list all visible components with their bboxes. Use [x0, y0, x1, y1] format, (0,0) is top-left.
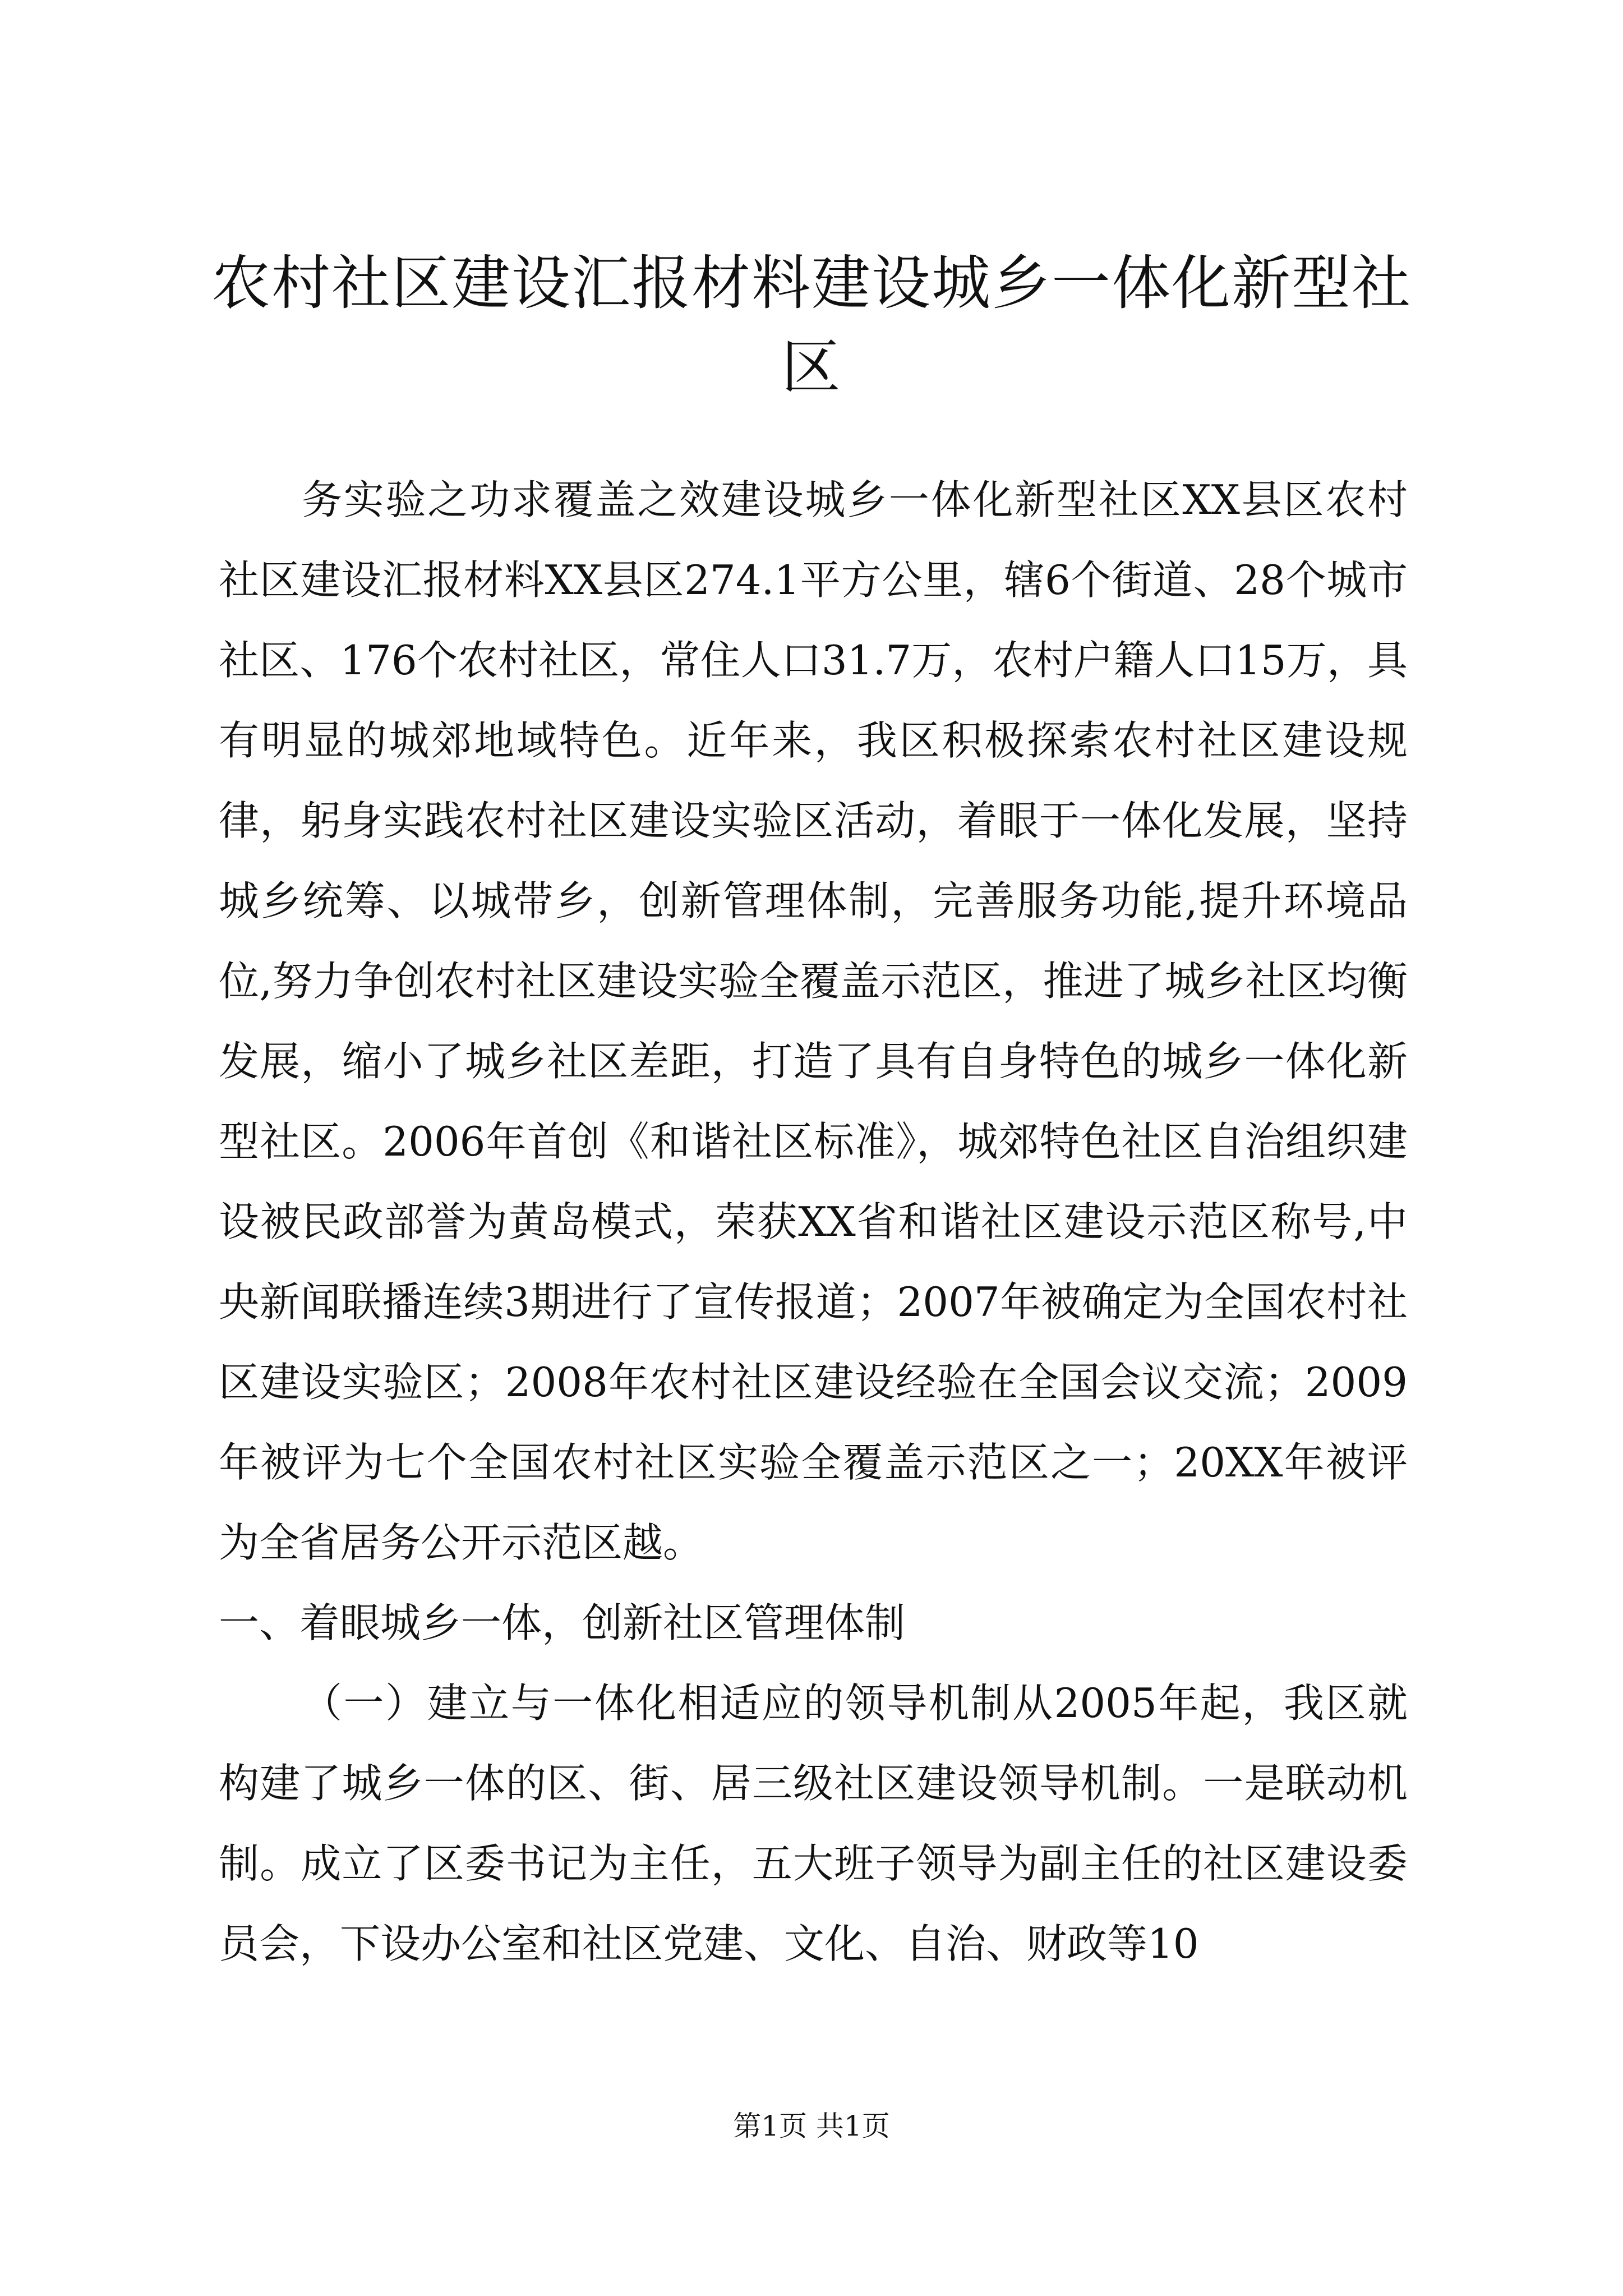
document-body [219, 460, 1408, 1984]
document-title: 农村社区建设汇报材料建设城乡一体化新型社区 [211, 249, 1412, 402]
paragraph-intro: 务实验之功求覆盖之效建设城乡一体化新型社区XX县区农村社区建设汇报材料XX县区274.1平方公里，辖6个街道、28个城市社区、176个农村社区，常住人口31.7万，农村户籍人口15万，具有明显的城郊地域特色。近年来，我区积极探索农村社区建设规律，躬身实践农村社区建设实验区活动，着眼于一体化发展，坚持城乡统筹、以城带乡，创新管理体制，完善服务功能,提升环境品位,努力争创农村社区建设实验全覆盖示范区，推进了城乡社区均衡发展，缩小了城乡社区差距，打造了具有自身特色的城乡一体化新型社区。2006年首创《和谐社区标准》，城郊特色社区自治组织建设被民政部誉为黄岛模式，荣获XX省和谐社区建设示范区称号,中央新闻联播连续3期进行了宣传报道；2007年被确定为全国农村社区建设实验区；2008年农村社区建设经验在全国会议交流；2009年被评为七个全国农村社区实验全覆盖示范区之一；20XX年被评为全省居务公开示范区越。 [219, 476, 1408, 1566]
paragraph-leadership-mechanism: （一）建立与一体化相适应的领导机制从2005年起，我区就构建了城乡一体的区、街、居三级社区建设领导机制。一是联动机制。成立了区委书记为主任，五大班子领导为副主任的社区建设委员会，下设办公室和社区党建、文化、自治、财政等10 [219, 1680, 1408, 1967]
section-heading-1: 一、着眼城乡一体，创新社区管理体制 [219, 1599, 906, 1646]
page-footer: 第1页 共1页 [733, 2110, 890, 2142]
